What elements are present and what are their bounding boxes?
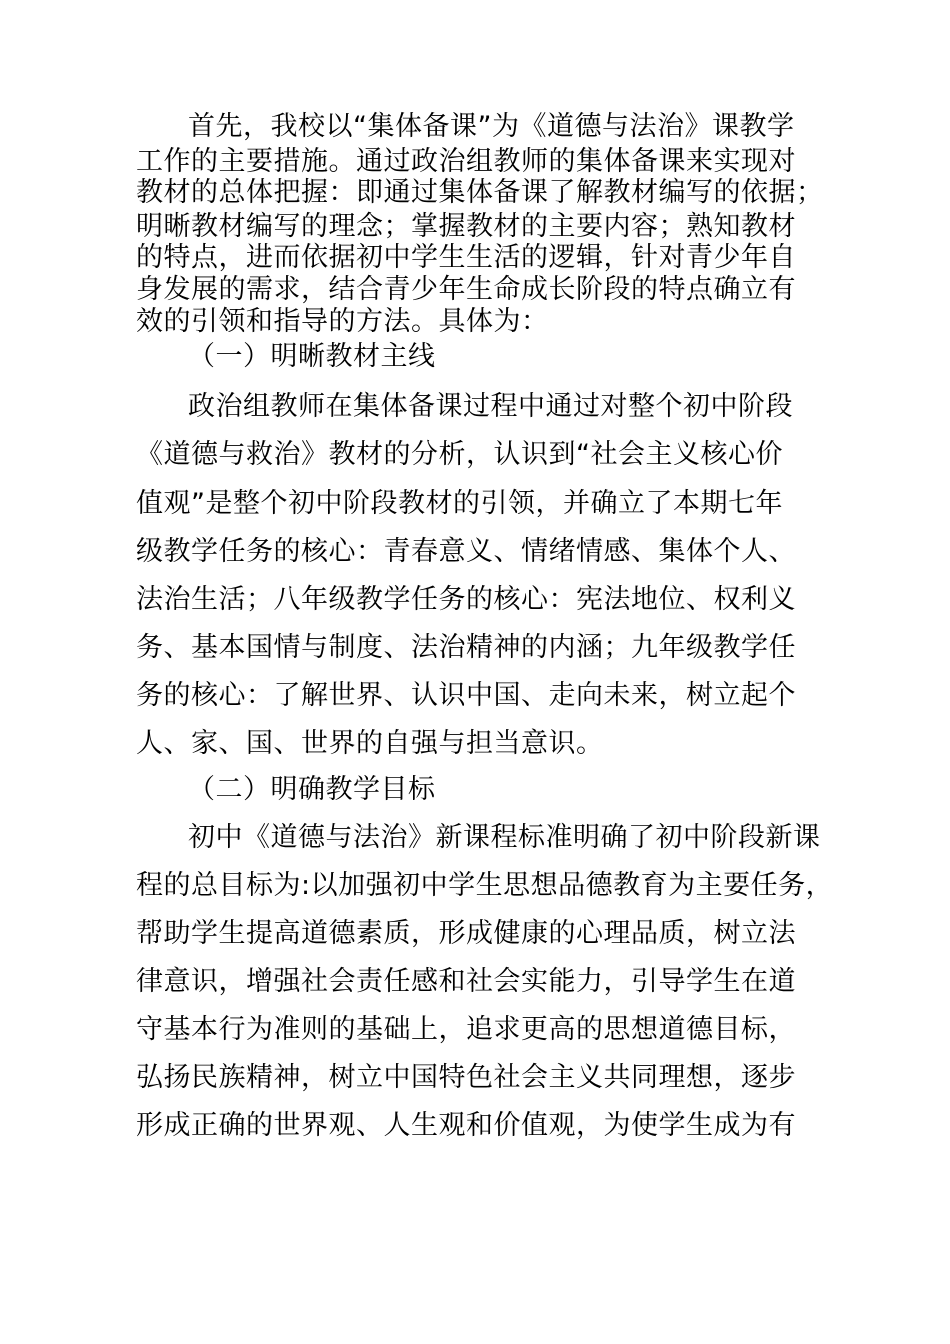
intro-line: 教材的总体把握：即通过集体备课了解教材编写的依据； (136, 177, 824, 208)
section-one-line: 级教学任务的核心：青春意义、情绪情感、集体个人、 (136, 536, 796, 567)
section-two-line: 形成正确的世界观、人生观和价值观，为使学生成为有 (136, 1110, 796, 1141)
intro-line: 工作的主要措施。通过政治组教师的集体备课来实现对 (136, 146, 796, 177)
section-one-line: 《道德与救治》教材的分析，认识到“社会主义核心价 (136, 439, 783, 470)
section-two-line: 律意识，增强社会责任感和社会实能力，引导学生在道 (136, 966, 796, 997)
intro-line: 身发展的需求，结合青少年生命成长阶段的特点确立有 (136, 274, 796, 305)
section-two-line: 初中《道德与法治》新课程标准明确了初中阶段新课 (188, 822, 821, 853)
section-two-heading: （二）明确教学目标 (188, 774, 436, 805)
section-one-line: 务、基本国情与制度、法治精神的内涵；九年级教学任 (136, 632, 796, 663)
section-one-line: 务的核心：了解世界、认识中国、走向未来，树立起个 (136, 680, 796, 711)
intro-line: 的特点，进而依据初中学生生活的逻辑，针对青少年自 (136, 242, 796, 273)
section-two-line: 程的总目标为:以加强初中学生思想品德教育为主要任务， (136, 870, 834, 901)
section-one-line: 政治组教师在集体备课过程中通过对整个初中阶段 (188, 391, 793, 422)
section-one-line: 值观”是整个初中阶段教材的引领，并确立了本期七年 (136, 488, 783, 519)
intro-line: 首先，我校以“集体备课”为《道德与法治》课教学 (188, 111, 795, 142)
section-one-line: 人、家、国、世界的自强与担当意识。 (136, 728, 604, 759)
intro-line: 明晰教材编写的理念；掌握教材的主要内容；熟知教材 (136, 211, 796, 242)
section-two-line: 帮助学生提高道德素质，形成健康的心理品质，树立法 (136, 918, 796, 949)
section-two-line: 弘扬民族精神，树立中国特色社会主义共同理想，逐步 (136, 1062, 796, 1093)
section-one-line: 法治生活；八年级教学任务的核心：宪法地位、权利义 (136, 584, 796, 615)
intro-line: 效的引领和指导的方法。具体为： (136, 306, 549, 337)
section-two-line: 守基本行为准则的基础上，追求更高的思想道德目标， (136, 1014, 796, 1045)
section-one-heading: （一）明晰教材主线 (188, 341, 436, 372)
